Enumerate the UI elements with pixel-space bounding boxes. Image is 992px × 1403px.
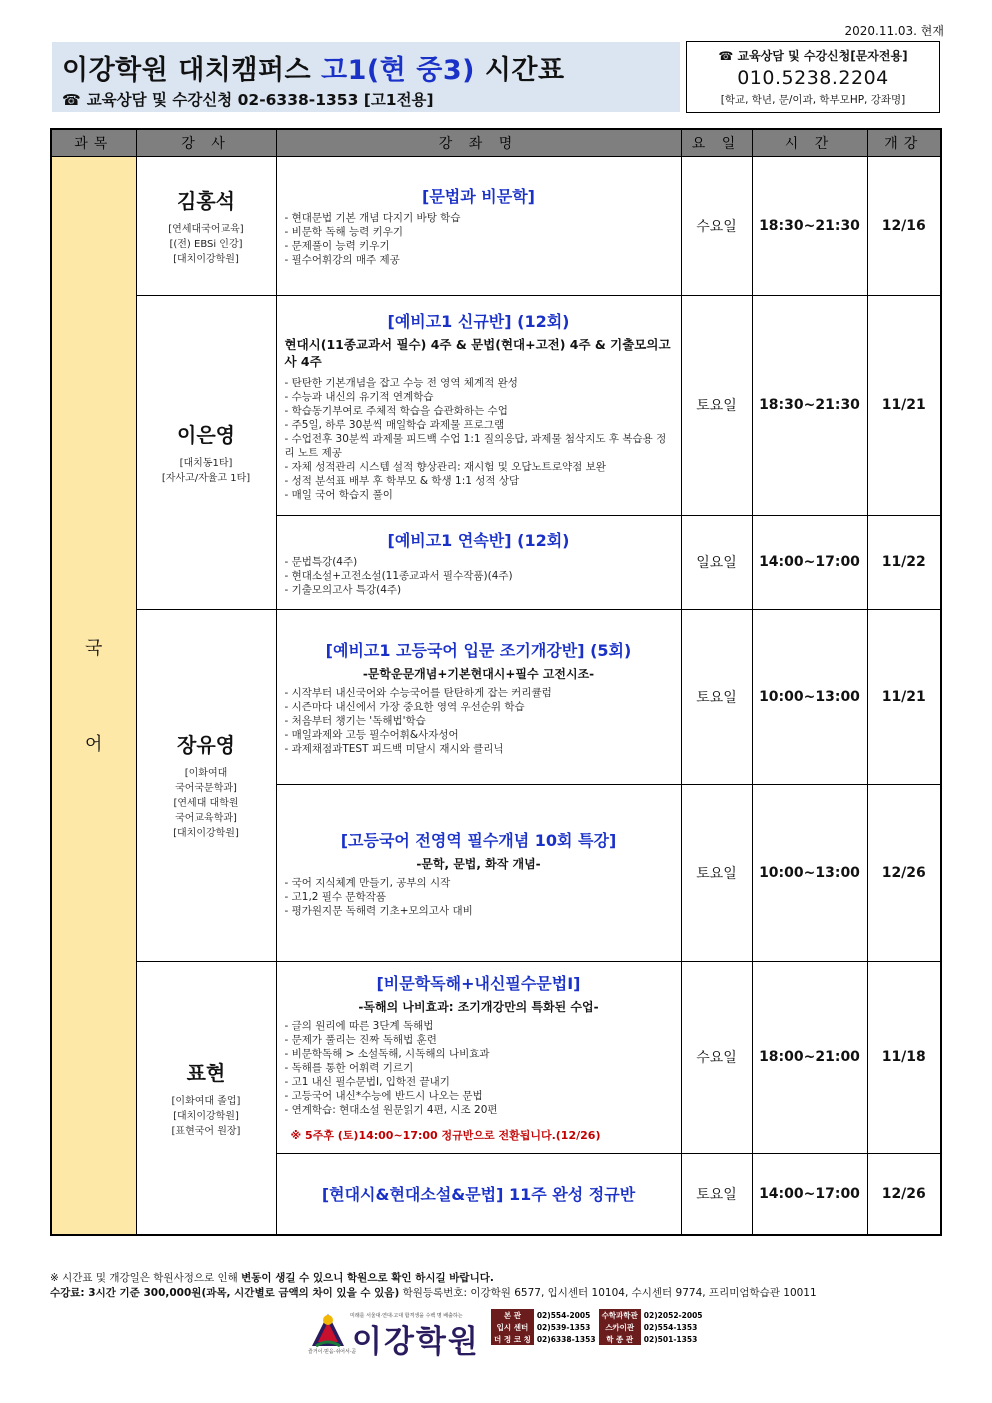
header-course: 강 좌 명 bbox=[276, 129, 681, 156]
course-time: 10:00~13:00 bbox=[752, 784, 867, 961]
course-open-date: 11/22 bbox=[867, 515, 941, 609]
course-bullet: - 글의 원리에 따른 3단계 독해법 bbox=[284, 1020, 434, 1032]
course-subtitle: 현대시(11종교과서 필수) 4주 & 문법(현대+고전) 4주 & 기출모의고사 4주 bbox=[284, 336, 671, 369]
course-bullet: - 시작부터 내신국어와 수능국어를 탄탄하게 잡는 커리큘럼 bbox=[284, 686, 552, 699]
teacher-info-line: [표현국어 원장] bbox=[171, 1125, 241, 1137]
footer-registration: 학원등록번호: 이강학원 6577, 입시센터 10104, 수시센터 9774, 프리미엄학습관 10011 bbox=[399, 1287, 817, 1299]
branch-phone: 02)554-2005 bbox=[536, 1310, 591, 1320]
course-bullet: - 문제풀이 능력 키우기 bbox=[284, 240, 390, 252]
course-bullet: - 기출모의고사 특강(4주) bbox=[284, 583, 402, 596]
course-title: [고등국어 전영역 필수개념 10회 특강] bbox=[340, 830, 617, 850]
course-bullet: - 현대소설+고전소설(11종교과서 필수작품)(4주) bbox=[284, 569, 513, 582]
branch-phone: 02)6338-1353 bbox=[536, 1334, 596, 1344]
course-bullet: - 수업전후 30분씩 과제물 피드백 수업 1:1 질의응답, 과제물 첨삭지도 후 복습용 정리 노트 제공 bbox=[284, 432, 667, 459]
course-day: 토요일 bbox=[681, 784, 752, 961]
course-bullet: - 시즌마다 내신에서 가장 중요한 영역 우선순위 학습 bbox=[284, 700, 525, 713]
teacher-cell bbox=[136, 295, 276, 609]
footer-fee-text: 수강료: 3시간 기준 300,000원(과목, 시간별로 금액의 차이 있을 수 있음) bbox=[50, 1287, 400, 1299]
course-bullet: - 성적 분석표 배부 후 학부모 & 학생 1:1 성적 상담 bbox=[284, 474, 520, 487]
footer-notice-text: ※ 시간표 및 개강일은 학원사정으로 인해 bbox=[50, 1272, 242, 1284]
course-cell bbox=[276, 1153, 681, 1235]
course-day: 토요일 bbox=[681, 609, 752, 784]
teacher-info-line: [대치이강학원] bbox=[173, 253, 239, 265]
course-subtitle: -독해의 나비효과: 조기개강만의 특화된 수업- bbox=[358, 1000, 599, 1014]
teacher-cell bbox=[136, 609, 276, 961]
course-cell bbox=[276, 295, 681, 515]
course-cell bbox=[276, 609, 681, 784]
subtitle-text: 교육상담 및 수강신청 02-6338-1353 [고1전용] bbox=[86, 91, 434, 109]
course-bullet: - 독해를 통한 어휘력 기르기 bbox=[284, 1062, 414, 1074]
teacher-cell bbox=[136, 961, 276, 1235]
header-day: 요 일 bbox=[681, 129, 752, 156]
teacher-info-line: [대치이강학원] bbox=[173, 828, 239, 839]
course-bullets bbox=[285, 555, 673, 597]
branch-row bbox=[491, 1309, 706, 1321]
course-time: 14:00~17:00 bbox=[752, 1153, 867, 1235]
course-day: 수요일 bbox=[681, 156, 752, 295]
course-time: 18:00~21:00 bbox=[752, 961, 867, 1153]
teacher-info-line: [연세대국어교육] bbox=[168, 223, 244, 235]
course-open-date: 11/18 bbox=[867, 961, 941, 1153]
branch-phone: 02)501-1353 bbox=[643, 1334, 698, 1344]
course-bullet: - 매일 국어 학습지 풀이 bbox=[284, 488, 393, 501]
teacher-info bbox=[137, 456, 276, 486]
header-time: 시 간 bbox=[752, 129, 867, 156]
course-time: 10:00~13:00 bbox=[752, 609, 867, 784]
course-subtitle: -문학, 문법, 화작 개념- bbox=[416, 856, 541, 871]
teacher-name: 표현 bbox=[186, 1060, 226, 1085]
branch-row bbox=[491, 1321, 706, 1333]
teacher-info-line: [대치동1타] bbox=[179, 457, 233, 469]
teacher-info bbox=[137, 1094, 276, 1139]
course-bullets bbox=[285, 686, 673, 756]
course-title: [예비고1 신규반] (12회) bbox=[387, 311, 570, 331]
course-bullet: - 문법특강(4주) bbox=[284, 555, 358, 568]
header-teacher: 강 사 bbox=[136, 129, 276, 156]
footer-notice-bold: 변동이 생길 수 있으니 학원으로 확인 하시길 바랍니다. bbox=[241, 1272, 494, 1284]
course-cell bbox=[276, 515, 681, 609]
course-bullets bbox=[285, 876, 673, 918]
subject-char: 국 bbox=[85, 638, 103, 660]
course-day: 토요일 bbox=[681, 1153, 752, 1235]
course-bullet: - 학습동기부여로 주체적 학습을 습관화하는 수업 bbox=[284, 404, 508, 417]
course-bullet: - 필수어휘강의 매주 제공 bbox=[284, 254, 400, 266]
course-bullet: - 국어 지식체계 만들기, 공부의 시작 bbox=[284, 876, 451, 889]
title-end: 시간표 bbox=[474, 55, 565, 86]
course-cell bbox=[276, 784, 681, 961]
branch-name: 수학과학관 bbox=[599, 1309, 641, 1321]
teacher-info bbox=[137, 222, 276, 267]
course-title: [비문학독해+내신필수문법Ⅰ] bbox=[376, 974, 581, 993]
contact-box bbox=[686, 41, 940, 113]
course-bullets bbox=[285, 376, 673, 502]
teacher-name: 김홍석 bbox=[177, 188, 235, 213]
teacher-cell bbox=[136, 156, 276, 295]
logo-motto: 즐거이·믿음·쉬어서·곧 bbox=[308, 1349, 357, 1355]
branch-name: 더 정 코 칭 bbox=[491, 1333, 534, 1345]
academy-logo bbox=[308, 1310, 488, 1358]
footer-notice bbox=[50, 1270, 494, 1285]
course-bullet: - 현대문법 기본 개념 다지기 바탕 학습 bbox=[284, 212, 461, 224]
header-subject: 과목 bbox=[51, 129, 136, 156]
branch-phone: 02)2052-2005 bbox=[643, 1310, 703, 1320]
course-bullets bbox=[285, 1019, 673, 1117]
course-cell bbox=[276, 156, 681, 295]
teacher-info-line: [이화여대 bbox=[184, 768, 228, 779]
subject-char: 어 bbox=[85, 734, 103, 756]
course-time: 18:30~21:30 bbox=[752, 156, 867, 295]
contact-instructions: [학교, 학년, 문/이과, 학부모HP, 강좌명] bbox=[720, 94, 906, 106]
contact-phone: 010.5238.2204 bbox=[737, 67, 889, 89]
title-main: 이강학원 대치캠퍼스 bbox=[62, 55, 322, 86]
course-time: 18:30~21:30 bbox=[752, 295, 867, 515]
course-bullet: - 고1,2 필수 문학작품 bbox=[284, 890, 387, 903]
course-bullet: - 과제채점과TEST 피드백 미달시 재시와 클리닉 bbox=[284, 742, 504, 755]
course-title: [예비고1 고등국어 입문 조기개강반] (5회) bbox=[325, 640, 632, 660]
teacher-info-line: [연세대 대학원 bbox=[173, 798, 239, 809]
course-bullet: - 비문학독해 > 소설독해, 시독해의 나비효과 bbox=[284, 1048, 490, 1060]
branch-phone: 02)539-1353 bbox=[536, 1322, 591, 1332]
teacher-info-line: 국어국문학과] bbox=[175, 783, 237, 794]
branch-phone: 02)554-1353 bbox=[643, 1322, 698, 1332]
course-bullet: - 주5일, 하루 30분씩 매일학습 과제물 프로그램 bbox=[284, 418, 505, 431]
title-highlight: 고1(현 중3) bbox=[321, 55, 475, 86]
course-subtitle: -문학운문개념+기본현대시+필수 고전시조- bbox=[362, 666, 595, 681]
course-open-date: 11/21 bbox=[867, 609, 941, 784]
header-open: 개강 bbox=[867, 129, 941, 156]
teacher-info-line: [이화여대 졸업] bbox=[171, 1095, 241, 1107]
course-open-date: 12/26 bbox=[867, 784, 941, 961]
branch-contacts bbox=[491, 1309, 706, 1345]
teacher-info-line: [(전) EBSi 인강] bbox=[169, 238, 243, 250]
course-title: [문법과 비문학] bbox=[422, 187, 535, 206]
course-bullet: - 문제가 풀리는 진짜 독해법 훈련 bbox=[284, 1034, 437, 1046]
course-bullet: - 연계학습: 현대소설 원문읽기 4편, 시조 20편 bbox=[284, 1104, 498, 1116]
timetable bbox=[50, 128, 942, 1236]
course-bullet: - 수능과 내신의 유기적 연계학습 bbox=[284, 390, 434, 403]
table-row bbox=[51, 156, 941, 295]
logo-tagline: 미래를 서울대·연대·고대 합격생을 수백 명 배출하는 bbox=[350, 1313, 463, 1319]
teacher-info-line: 국어교육학과] bbox=[175, 813, 237, 824]
teacher-info bbox=[137, 766, 276, 841]
timetable-header-row bbox=[51, 129, 941, 156]
course-time: 14:00~17:00 bbox=[752, 515, 867, 609]
teacher-name: 장유영 bbox=[177, 733, 235, 757]
course-open-date: 11/21 bbox=[867, 295, 941, 515]
course-title: [현대시&현대소설&문법] 11주 완성 정규반 bbox=[321, 1185, 636, 1205]
header-banner bbox=[52, 42, 680, 112]
course-bullet: - 비문학 독해 능력 키우기 bbox=[284, 226, 404, 238]
course-cell bbox=[276, 961, 681, 1153]
course-day: 일요일 bbox=[681, 515, 752, 609]
course-bullet: - 매일과제와 고등 필수어휘&사자성어 bbox=[284, 728, 459, 741]
phone-icon: ☎ bbox=[62, 91, 81, 109]
course-open-date: 12/16 bbox=[867, 156, 941, 295]
course-title: [예비고1 연속반] (12회) bbox=[387, 530, 570, 550]
course-bullet: - 처음부터 챙기는 '독해법'학습 bbox=[284, 714, 426, 727]
teacher-name: 이은영 bbox=[177, 422, 235, 447]
logo-text: 이강학원 bbox=[352, 1324, 480, 1360]
page-subtitle bbox=[62, 88, 434, 110]
branch-name: 스카이관 bbox=[599, 1321, 641, 1333]
footer-fees bbox=[50, 1285, 817, 1300]
course-day: 토요일 bbox=[681, 295, 752, 515]
course-bullet: - 자체 성적관리 시스템 설적 향상관리: 재시험 및 오답노트로약점 보완 bbox=[284, 460, 606, 473]
branch-name: 학 종 관 bbox=[599, 1333, 641, 1345]
table-row bbox=[51, 609, 941, 784]
branch-name: 본 관 bbox=[491, 1309, 534, 1321]
course-bullet: - 고1 내신 필수문법Ⅰ, 입학전 끝내기 bbox=[284, 1076, 450, 1088]
course-note: ※ 5주후 (토)14:00~17:00 정규반으로 전환됩니다.(12/26) bbox=[290, 1129, 601, 1142]
course-bullet: - 고등국어 내신*수능에 반드시 나오는 문법 bbox=[284, 1090, 483, 1102]
table-row bbox=[51, 961, 941, 1153]
page-title bbox=[62, 48, 565, 87]
teacher-info-line: [자사고/자율고 1타] bbox=[161, 472, 251, 484]
branch-name: 입시 센터 bbox=[491, 1321, 534, 1333]
subject-cell bbox=[51, 156, 136, 1235]
branch-row bbox=[491, 1333, 706, 1345]
course-bullet: - 탄탄한 기본개념을 잡고 수능 전 영역 체계적 완성 bbox=[284, 376, 518, 389]
document-date: 2020.11.03. 현재 bbox=[844, 24, 944, 38]
table-row bbox=[51, 295, 941, 515]
course-open-date: 12/26 bbox=[867, 1153, 941, 1235]
course-day: 수요일 bbox=[681, 961, 752, 1153]
teacher-info-line: [대치이강학원] bbox=[173, 1110, 239, 1122]
course-bullets bbox=[285, 211, 673, 267]
course-bullet: - 평가원지문 독해력 기초+모의고사 대비 bbox=[284, 904, 473, 917]
contact-label: ☎ 교육상담 및 수강신청[문자전용] bbox=[718, 49, 908, 63]
